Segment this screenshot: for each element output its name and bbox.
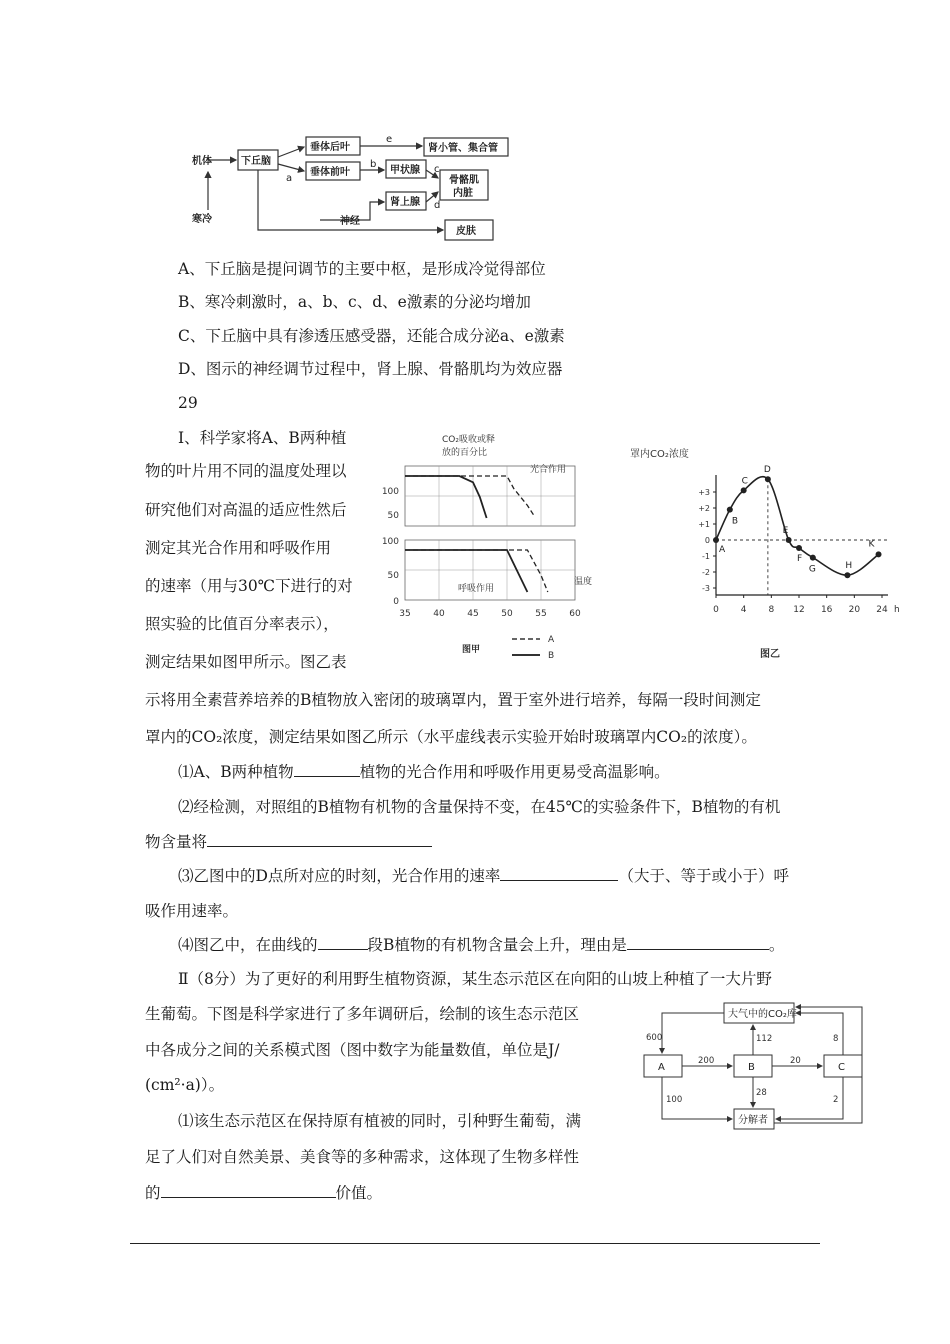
- jia-ytick: 0: [393, 597, 399, 607]
- q3: [178, 866, 789, 886]
- jia-ylabel-2: 放的百分比: [442, 448, 488, 458]
- yi-point-D: [765, 476, 771, 482]
- eco-v100: 100: [666, 1095, 683, 1105]
- node-organs: 内脏: [453, 188, 473, 199]
- intro-line-5: 的速率（用与30℃下进行的对: [145, 577, 353, 595]
- eco-v28: 28: [756, 1088, 767, 1098]
- intro-line-1: Ⅰ、科学家将A、B两种植: [178, 429, 347, 447]
- jia-series: [405, 476, 548, 592]
- jia-caption: 图甲: [462, 645, 481, 655]
- eco-v8: 8: [833, 1034, 839, 1044]
- jia-xtick: 60: [569, 609, 581, 619]
- jia-ticks: [382, 487, 581, 619]
- part2-q1-blank[interactable]: [161, 1183, 336, 1198]
- hormone-regulation-diagram: [190, 130, 520, 245]
- yi-point-B: [727, 507, 733, 513]
- eco-decomposer: 分解者: [738, 1115, 768, 1126]
- jia-grid: [405, 466, 575, 600]
- yi-point-K: [876, 551, 882, 557]
- jia-ytick: 50: [387, 511, 399, 521]
- node-muscle: 骨骼肌: [449, 175, 479, 186]
- yi-xtick-label: 16: [820, 605, 833, 615]
- q4-blank-2[interactable]: [627, 935, 769, 950]
- option-a: A、下丘脑是提问调节的主要中枢，是形成冷觉得部位: [178, 260, 546, 278]
- jia-ytick: 50: [387, 571, 399, 581]
- yi-point-H: [844, 572, 850, 578]
- yi-point-label-E: E: [782, 526, 789, 536]
- jia-xlabel: 温度: [573, 577, 592, 587]
- yi-caption: 图乙: [760, 649, 780, 660]
- jia-label-photo: 光合作用: [530, 465, 567, 475]
- yi-ytick-label: +2: [698, 504, 710, 513]
- jia-xtick: 45: [467, 609, 479, 619]
- eco-v112: 112: [756, 1034, 773, 1044]
- part2-q1-pre: 的: [145, 1184, 161, 1202]
- yi-series: [713, 465, 882, 578]
- intro-line-6: 照实验的比值百分率表示），: [145, 615, 339, 633]
- node-hypothalamus: 下丘脑: [241, 156, 271, 167]
- jia-label-resp: 呼吸作用: [458, 584, 495, 594]
- part2-line-3: 中各成分之间的关系模式图（图中数字为能量数值，单位是J/: [145, 1041, 560, 1059]
- part2-q1-line-2: 足了人们对自然美景、美食等的多种需求，这体现了生物多样性: [145, 1148, 580, 1166]
- part2-line-1: Ⅱ（8分）为了更好的利用野生植物资源，某生态示范区在向阳的山坡上种植了一大片野: [178, 970, 772, 988]
- q1-post: 植物的光合作用和呼吸作用更易受高温影响。: [359, 763, 670, 781]
- q3-blank[interactable]: [500, 866, 618, 881]
- node-anterior-pituitary: 垂体前叶: [310, 167, 350, 178]
- node-kidney-tubule: 肾小管、集合管: [428, 143, 498, 154]
- edge-b: b: [370, 159, 377, 170]
- eco-v2: 2: [833, 1095, 839, 1105]
- yi-point-label-G: G: [808, 564, 816, 575]
- jia-legend-a: A: [548, 635, 555, 645]
- node-adrenal: 肾上腺: [390, 197, 420, 208]
- chart-yi: [620, 435, 905, 665]
- option-c: C、下丘脑中具有渗透压感受器，还能合成分泌a、e激素: [178, 327, 565, 345]
- q2-blank[interactable]: [207, 832, 432, 847]
- intro-line-3: 研究他们对高温的适应性然后: [145, 501, 347, 519]
- yi-point-F: [796, 545, 802, 551]
- jia-xtick: 35: [399, 609, 411, 619]
- q3-post: （大于、等于或小于）呼: [618, 867, 789, 885]
- eco-a: A: [658, 1062, 665, 1073]
- part2-q1-post: 价值。: [335, 1184, 383, 1202]
- intro-line-7: 测定结果如图甲所示。图乙表: [145, 653, 347, 671]
- jia-xtick: 55: [535, 609, 547, 619]
- edge-a: a: [286, 173, 293, 184]
- jia-xtick: 50: [501, 609, 513, 619]
- edge-c: c: [434, 164, 440, 175]
- part2-line-4: (cm²·a)）。: [145, 1076, 225, 1094]
- yi-xunit: h: [894, 605, 900, 615]
- q3-pre: ⑶乙图中的D点所对应的时刻，光合作用的速率: [178, 867, 501, 885]
- intro-line-2: 物的叶片用不同的温度处理以: [145, 462, 347, 480]
- node-skin: 皮肤: [456, 226, 476, 237]
- yi-point-A: [713, 537, 719, 543]
- eco-b: B: [748, 1062, 755, 1073]
- q1: [178, 762, 670, 782]
- q4-post: 。: [768, 936, 785, 954]
- q4-blank-1[interactable]: [318, 935, 368, 950]
- yi-xtick-label: 0: [713, 605, 719, 615]
- yi-ytick-label: +1: [698, 520, 710, 529]
- continued-line-2: 罩内的CO₂浓度，测定结果如图乙所示（水平虚线表示实验开始时玻璃罩内CO₂的浓度）。: [145, 728, 757, 746]
- chart-jia: [370, 428, 595, 663]
- yi-ytick-label: +3: [698, 488, 710, 497]
- part2-q1-line-3: [145, 1183, 382, 1203]
- edge-e: e: [386, 134, 393, 145]
- yi-point-label-C: C: [741, 476, 748, 487]
- q4-pre: ⑷图乙中，在曲线的: [178, 936, 318, 954]
- yi-xtick-label: 12: [793, 605, 805, 615]
- eco-atmosphere: 大气中的CO₂库: [728, 1009, 797, 1020]
- yi-ytick-label: -3: [702, 584, 710, 593]
- part2-line-2: 生葡萄。下图是科学家进行了多年调研后，绘制的该生态示范区: [145, 1005, 580, 1023]
- yi-point-label-H: H: [845, 561, 853, 572]
- node-posterior-pituitary: 垂体后叶: [310, 142, 350, 153]
- eco-v200: 200: [698, 1056, 715, 1066]
- yi-ylabel: 罩内CO₂浓度: [630, 449, 689, 460]
- q2-text: 物含量将: [145, 833, 208, 851]
- yi-point-label-K: K: [868, 539, 875, 550]
- jia-ytick: 100: [381, 537, 399, 547]
- yi-point-E: [786, 537, 792, 543]
- yi-point-label-A: A: [719, 545, 726, 555]
- eco-v600: 600: [646, 1033, 663, 1043]
- eco-c: C: [838, 1062, 845, 1073]
- node-nerve: 神经: [340, 216, 360, 227]
- option-d: D、图示的神经调节过程中，肾上腺、骨骼肌均为效应器: [178, 360, 563, 378]
- intro-line-4: 测定其光合作用和呼吸作用: [145, 539, 332, 557]
- q3-line-2: 吸作用速率。: [145, 902, 239, 920]
- yi-xtick-label: 20: [848, 605, 861, 615]
- q2-line-2: [145, 832, 432, 852]
- yi-point-label-D: D: [763, 465, 771, 476]
- node-cold: 寒冷: [192, 214, 212, 225]
- eco-v20: 20: [790, 1056, 801, 1066]
- jia-ytick: 100: [381, 487, 399, 497]
- yi-point-G: [810, 555, 816, 561]
- jia-xtick: 40: [433, 609, 445, 619]
- node-thyroid: 甲状腺: [390, 165, 420, 176]
- node-body: 机体: [192, 156, 212, 167]
- yi-point-label-B: B: [731, 516, 739, 527]
- yi-point-C: [741, 487, 747, 493]
- q4: [178, 935, 784, 955]
- jia-series-B-photo: [405, 476, 487, 518]
- yi-ytick-label: 0: [704, 536, 710, 545]
- yi-point-label-F: F: [797, 554, 803, 564]
- option-b: B、寒冷刺激时，a、b、c、d、e激素的分泌均增加: [178, 293, 531, 311]
- continued-line-1: 示将用全素营养培养的B植物放入密闭的玻璃罩内，置于室外进行培养，每隔一段时间测定: [145, 691, 761, 709]
- yi-xtick-label: 24: [876, 605, 888, 615]
- q4-mid: 段B植物的有机物含量会上升，理由是: [367, 936, 627, 954]
- yi-ytick-label: -1: [702, 552, 710, 561]
- yi-ytick-label: -2: [702, 568, 710, 577]
- q1-blank[interactable]: [294, 762, 360, 777]
- jia-legend-b: B: [548, 651, 555, 661]
- edge-d: d: [434, 200, 441, 211]
- yi-xtick-label: 4: [740, 605, 747, 615]
- question-number: 29: [178, 394, 198, 412]
- footer-rule: [130, 1243, 820, 1244]
- q1-pre: ⑴A、B两种植物: [178, 763, 294, 781]
- jia-ylabel-1: CO₂吸收或释: [442, 435, 495, 445]
- ecosystem-diagram: [640, 995, 870, 1145]
- q2-line-1: ⑵经检测，对照组的B植物有机物的含量保持不变，在45℃的实验条件下，B植物的有机: [178, 798, 781, 816]
- yi-xtick-label: 8: [768, 605, 775, 615]
- part2-q1-line-1: ⑴该生态示范区在保持原有植被的同时，引种野生葡萄，满: [178, 1112, 582, 1130]
